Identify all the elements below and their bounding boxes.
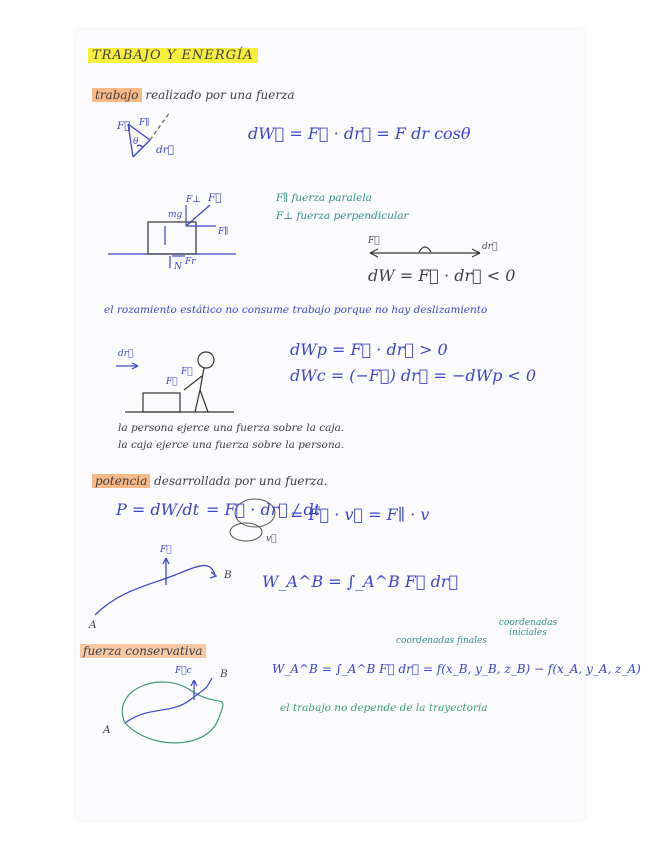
blob-label-A: A — [103, 724, 111, 736]
work-formula: dW⃗ = F⃗ · dr⃗ = F dr cosθ — [248, 124, 471, 143]
static-friction-note: el rozamiento estático no consume trabajo porque no hay deslizamiento — [104, 304, 488, 316]
title-highlight: TRABAJO Y ENERGÍA — [88, 48, 258, 63]
block-label-Fr: Fr — [185, 257, 196, 267]
legend-parallel: F∥ fuerza paralela — [276, 192, 372, 204]
power-eq-lhs: P = dW/dt — [116, 500, 200, 519]
label-initial-coords: coordenadas iniciales — [498, 618, 558, 638]
block-label-N: N — [174, 262, 182, 272]
label-final-coords: coordenadas finales — [396, 636, 488, 646]
power-eq-rhs: = F⃗ · v⃗ = F∥ · v — [290, 505, 430, 524]
person-F-label: F⃗ — [181, 367, 193, 377]
friction-arrows — [370, 247, 480, 257]
legend-perp: F⊥ fuerza perpendicular — [276, 210, 409, 222]
conservative-heading — [80, 644, 206, 658]
blob-label-B: B — [220, 668, 228, 680]
power-heading — [92, 474, 328, 488]
person-note-1: la persona ejerce una fuerza sobre la caja. — [118, 422, 345, 434]
conservative-formula: W_A^B = ∫_A^B F⃗ dr⃗ = 𝑓(x_B, y_B, z_B) − 𝑓(x_A, y_A, z_A) — [272, 662, 641, 676]
person-eq-p: dWp = F⃗ · dr⃗ > 0 — [290, 340, 448, 359]
sketch-label-angle: θ — [133, 137, 139, 147]
block-label-mg: mg — [168, 210, 183, 220]
friction-formula: dW = F⃗ · dr⃗ < 0 — [368, 266, 516, 285]
power-eq-mid: = F⃗ · dr⃗ / dt — [206, 500, 321, 519]
friction-label-dr: dr⃗ — [482, 242, 498, 252]
power-heading-highlight: potencia — [92, 474, 150, 488]
path-label-F: F⃗ — [160, 545, 172, 555]
block-label-Fpar: F∥ — [218, 227, 229, 237]
block-label-Fperp: F⊥ — [186, 195, 201, 205]
sketch-label-parallel: F∥ — [139, 118, 150, 128]
path-independence-note: el trabajo no depende de la trayectoria — [280, 702, 488, 714]
path-label-B: B — [224, 569, 232, 581]
work-integral: W_A^B = ∫_A^B F⃗ dr⃗ — [262, 572, 459, 591]
sketch-label-disp: dr⃗ — [156, 144, 175, 156]
path-label-A: A — [89, 619, 97, 631]
box-F-label: F⃗ — [166, 377, 178, 387]
block-label-F: F⃗ — [208, 192, 222, 204]
person-dr-label: dr⃗ — [118, 349, 134, 359]
friction-label-F: F⃗ — [368, 236, 380, 246]
path-sketch — [95, 558, 216, 615]
work-heading-highlight: trabajo — [92, 88, 142, 102]
person-note-2: la caja ejerce una fuerza sobre la persona. — [118, 439, 345, 451]
person-eq-c: dWc = (−F⃗) dr⃗ = −dWp < 0 — [290, 366, 537, 385]
blob-label-Fc: F⃗c — [175, 666, 192, 676]
conservative-heading-highlight: fuerza conservativa — [80, 644, 206, 658]
power-v-label: v⃗ — [266, 534, 277, 544]
sketch-label-force: F⃗ — [117, 120, 131, 132]
work-heading-rest: realizado por una fuerza — [145, 88, 295, 102]
power-heading-rest: desarrollada por una fuerza. — [154, 474, 328, 488]
conservative-sketch — [122, 678, 223, 743]
